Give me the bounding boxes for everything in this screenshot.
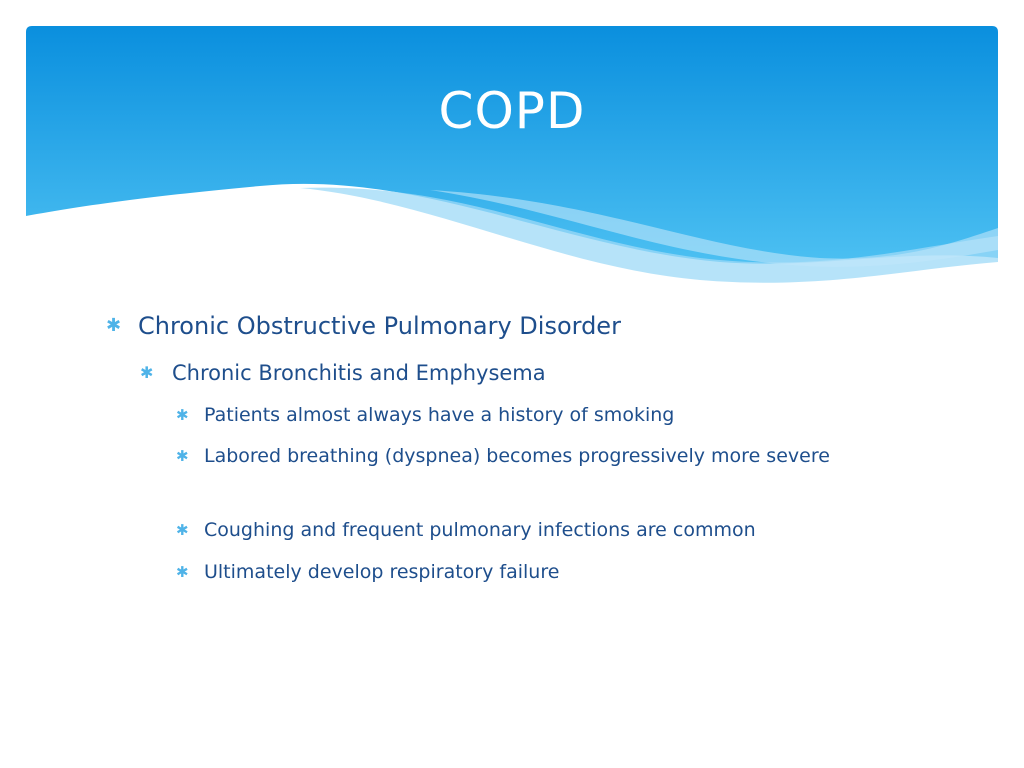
bullet-text: Patients almost always have a history of smoking [204,404,675,426]
list-item [140,356,546,390]
list-item [176,440,924,473]
asterisk-bullet-icon: ✱ [176,563,189,581]
list-item [176,399,924,432]
list-item [176,514,924,547]
bullet-text: Chronic Obstructive Pulmonary Disorder [138,312,621,340]
asterisk-bullet-icon: ✱ [140,363,154,382]
slide-title: COPD [438,82,586,140]
list-item [106,306,621,346]
bullet-text: Coughing and frequent pulmonary infections are common [204,519,756,541]
bullet-text: Chronic Bronchitis and Emphysema [172,361,546,385]
list-item [176,556,924,589]
asterisk-bullet-icon: ✱ [106,315,122,336]
asterisk-bullet-icon: ✱ [176,521,189,539]
header-wave-band [0,0,1024,300]
bullet-text: Labored breathing (dyspnea) becomes progressively more severe [204,445,830,467]
asterisk-bullet-icon: ✱ [176,447,189,465]
bullet-text: Ultimately develop respiratory failure [204,561,560,583]
asterisk-bullet-icon: ✱ [176,406,189,424]
